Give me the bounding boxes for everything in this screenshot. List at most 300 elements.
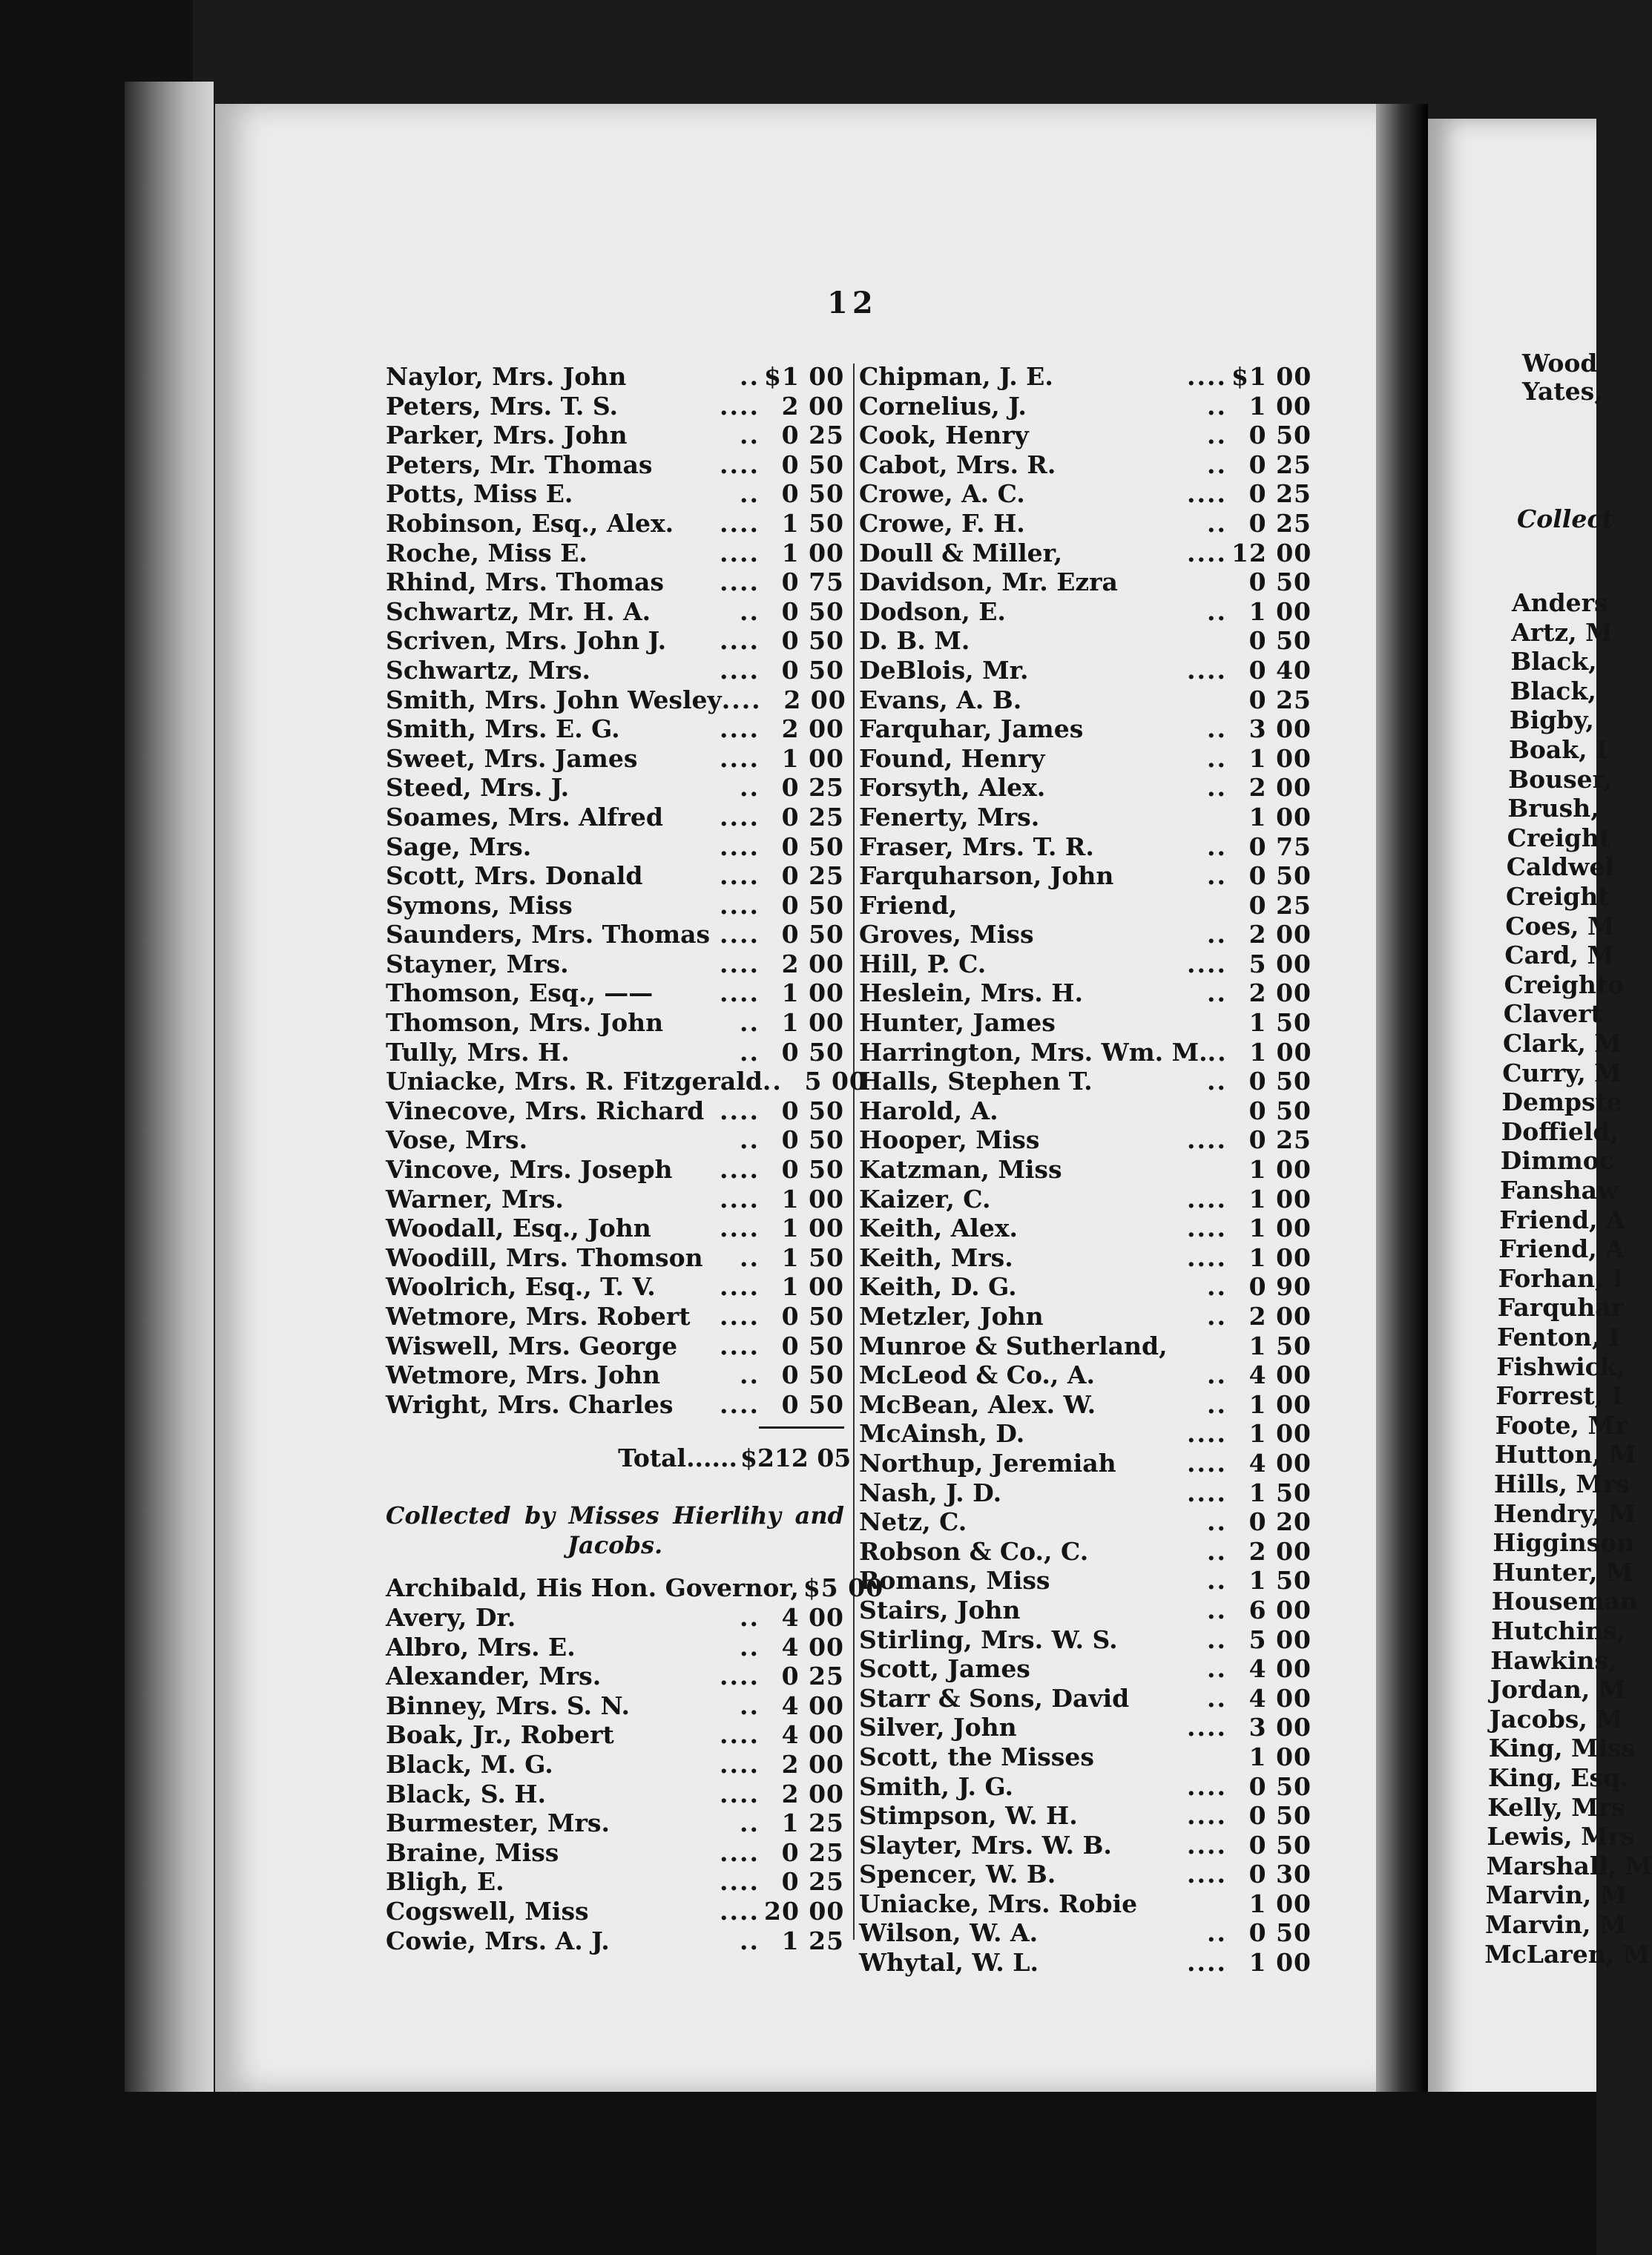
subscriber-name: Scott, James	[859, 1654, 1030, 1684]
subscription-amount: 1 50	[1248, 1566, 1312, 1596]
subscriber-name: Woolrich, Esq., T. V.	[386, 1272, 656, 1302]
heading-word: Hierlihy	[673, 1501, 781, 1530]
subscriber-name: Keith, Mrs.	[859, 1242, 1013, 1272]
right-page-fragment: Creight	[1507, 823, 1611, 852]
subscriber-name: Hunter, James	[859, 1008, 1056, 1038]
dot-leader: ....	[1187, 1713, 1227, 1742]
book-gutter	[1376, 104, 1428, 2121]
subscription-amount: $1 00	[764, 362, 845, 391]
subscription-amount: 1 00	[1248, 1242, 1312, 1272]
dot-leader: ....	[1187, 1419, 1227, 1449]
column-b	[859, 362, 1312, 1978]
subscriber-name: Keith, D. G.	[859, 1272, 1017, 1302]
subscription-amount: 0 75	[1248, 832, 1312, 861]
dot-leader: ....	[720, 1096, 760, 1125]
dot-leader: ....	[1187, 479, 1227, 509]
subscriber-name: Potts, Miss E.	[386, 479, 573, 509]
subscriber-name: Stirling, Mrs. W. S.	[859, 1624, 1118, 1654]
right-fragment-top-2: Yates,	[1522, 377, 1603, 406]
list-item	[386, 362, 844, 392]
subscription-amount: 0 50	[781, 890, 844, 920]
subscription-amount: 4 00	[1248, 1683, 1312, 1713]
subscription-amount: 0 25	[1248, 479, 1312, 509]
subscription-amount: 1 00	[1249, 1037, 1312, 1067]
subscription-amount: 2 00	[1248, 920, 1312, 949]
list-item	[386, 1897, 844, 1926]
subscriber-name: Soames, Mrs. Alfred	[386, 802, 663, 832]
list-item	[859, 1831, 1312, 1860]
list-item	[386, 832, 844, 862]
list-item	[859, 1596, 1312, 1625]
subscriber-name: Halls, Stephen T.	[859, 1067, 1093, 1096]
subscriber-name: Dodson, E.	[859, 596, 1006, 626]
subscriber-name: Roche, Miss E.	[386, 538, 588, 567]
subscriber-name: Wright, Mrs. Charles	[386, 1389, 674, 1419]
list-item	[859, 1331, 1312, 1361]
list-item	[859, 1537, 1312, 1567]
dot-leader: ....	[720, 538, 760, 567]
heading-word: and	[794, 1501, 844, 1530]
list-item	[859, 479, 1312, 509]
subscription-amount: 1 00	[1248, 1948, 1312, 1978]
list-item	[859, 1684, 1312, 1714]
subscription-amount: 1 00	[1248, 1184, 1312, 1214]
dot-leader: ....	[720, 949, 760, 978]
subscriber-name: Burmester, Mrs.	[386, 1808, 610, 1838]
subscription-amount: 0 25	[1248, 685, 1312, 714]
dot-leader: ..	[740, 596, 760, 626]
list-item	[859, 861, 1312, 891]
dot-leader: ..	[740, 1360, 760, 1390]
list-item	[386, 1603, 844, 1633]
list-item	[386, 891, 844, 921]
right-page-fragment: Higginson	[1493, 1528, 1635, 1558]
dot-leader: ....	[720, 1214, 760, 1243]
right-page-fragment: Marshall, M	[1486, 1851, 1652, 1880]
subscription-amount: 0 25	[1248, 890, 1312, 920]
subscription-amount: 20 00	[764, 1896, 845, 1926]
book-spine-edge	[125, 82, 214, 2092]
column-a	[386, 362, 884, 1955]
dot-leader: ....	[1187, 1478, 1227, 1507]
total-label: Total......	[618, 1443, 737, 1472]
subscriber-name: Cabot, Mrs. R.	[859, 450, 1056, 479]
subscriber-name: Chipman, J. E.	[859, 362, 1053, 391]
subscriber-name: Munroe & Sutherland,	[859, 1331, 1168, 1360]
right-page-fragment: Caldwel	[1506, 852, 1614, 882]
dot-leader: ....	[720, 1720, 760, 1750]
subscriber-name: Warner, Mrs.	[386, 1184, 564, 1214]
subscriber-name: Stairs, John	[859, 1595, 1021, 1624]
subscription-amount: 1 50	[1248, 1478, 1312, 1507]
subscriber-name: Wilson, W. A.	[859, 1918, 1039, 1948]
subscriber-name: Harold, A.	[859, 1096, 998, 1125]
subscriber-name: Forsyth, Alex.	[859, 773, 1046, 803]
dot-leader: ..	[740, 1242, 760, 1272]
subscriber-name: Wiswell, Mrs. George	[386, 1331, 678, 1360]
dot-leader: ....	[1187, 538, 1227, 567]
subscription-amount: 0 50	[781, 1389, 844, 1419]
dot-leader: ....	[720, 508, 760, 538]
subscription-amount: 1 00	[1248, 391, 1312, 421]
subscription-amount: 0 50	[781, 1037, 844, 1067]
right-page-fragment: Foote, Mr	[1495, 1410, 1628, 1440]
dot-leader: ..	[1207, 743, 1227, 773]
right-page-fragment: Hunter, M	[1492, 1557, 1633, 1587]
subscription-amount: 2 00	[1248, 1302, 1312, 1331]
list-item	[386, 1302, 844, 1331]
subscriber-name: McBean, Alex. W.	[859, 1389, 1096, 1419]
list-item	[386, 539, 844, 568]
subscription-amount: 0 50	[781, 832, 844, 861]
subscriber-name: Uniacke, Mrs. Robie	[859, 1889, 1138, 1918]
dot-leader: ....	[720, 1184, 760, 1214]
right-page-fragment: Boak, I	[1509, 735, 1607, 764]
subscription-amount: 1 25	[781, 1808, 844, 1838]
right-page-fragment: Forhan, I	[1498, 1263, 1624, 1293]
list-item	[386, 626, 844, 656]
dot-leader: ....	[1187, 1860, 1227, 1889]
dot-leader: ..	[1207, 832, 1227, 861]
subscriber-name: Silver, John	[859, 1713, 1017, 1742]
list-item	[859, 1860, 1312, 1889]
subscription-amount: 0 50	[1248, 861, 1312, 891]
subscriber-name: Wetmore, Mrs. Robert	[386, 1302, 691, 1331]
list-item	[859, 744, 1312, 774]
subscriber-name: Slayter, Mrs. W. B.	[859, 1830, 1112, 1860]
dot-leader: ....	[720, 920, 760, 949]
subscriber-name: Parker, Mrs. John	[386, 421, 628, 450]
subscription-amount: 5 00	[804, 1067, 867, 1096]
right-page-fragment: Hawkins,	[1490, 1645, 1617, 1675]
subscriber-name: Cowie, Mrs. A. J.	[386, 1926, 610, 1955]
subscriber-name: Robson & Co., C.	[859, 1536, 1089, 1566]
list-item	[859, 1038, 1312, 1067]
dot-leader: ..	[1207, 1683, 1227, 1713]
subscriber-name: Woodill, Mrs. Thomson	[386, 1242, 703, 1272]
dot-leader: ....	[720, 890, 760, 920]
right-page-fragment: Bigby,	[1509, 705, 1594, 735]
subscription-amount: 0 25	[781, 1867, 844, 1897]
right-page-fragment: Creighto	[1504, 970, 1625, 999]
right-page-fragment: Fenton, I	[1497, 1323, 1621, 1352]
subscription-amount: 4 00	[1248, 1654, 1312, 1684]
heading-word: by	[524, 1501, 556, 1530]
subscription-amount: 0 50	[1248, 1801, 1312, 1831]
subscription-amount: 1 00	[781, 538, 844, 567]
subscriber-name: Thomson, Mrs. John	[386, 1008, 664, 1038]
right-page-fragment: Creight	[1506, 882, 1610, 911]
subscriber-name: Vose, Mrs.	[386, 1125, 528, 1155]
list-item	[386, 450, 844, 480]
list-item	[859, 1155, 1312, 1185]
subscription-amount: 1 00	[1248, 1889, 1312, 1918]
list-item	[859, 1214, 1312, 1243]
subscription-amount: 0 20	[1248, 1507, 1312, 1537]
subscription-amount: 4 00	[781, 1632, 844, 1662]
page-number: 12	[827, 286, 878, 320]
list-item	[859, 1067, 1312, 1096]
subscriber-name: Peters, Mrs. T. S.	[386, 391, 619, 421]
subscription-amount: $5 00	[803, 1573, 884, 1603]
list-item	[386, 1750, 844, 1780]
right-page-fragment: Kelly, Mrs	[1487, 1792, 1625, 1822]
dot-leader: ....	[720, 978, 760, 1008]
dot-leader: ....	[1187, 1448, 1227, 1478]
dot-leader: ..	[740, 1926, 760, 1955]
list-item	[859, 1948, 1312, 1978]
dot-leader: ....	[1187, 949, 1227, 978]
dot-leader: ....	[720, 1662, 760, 1691]
subscriber-name: Avery, Dr.	[386, 1602, 516, 1632]
right-page-fragment: Hutton, M	[1494, 1440, 1636, 1469]
dot-leader: ....	[720, 1272, 760, 1302]
list-item	[859, 1507, 1312, 1537]
subscriber-name: DeBlois, Mr.	[859, 655, 1029, 685]
list-item	[859, 656, 1312, 685]
subscription-amount: 6 00	[1248, 1595, 1312, 1624]
subscription-amount: 0 50	[1248, 626, 1312, 656]
dot-leader: ....	[1187, 1242, 1227, 1272]
subscription-amount: 0 50	[1248, 1096, 1312, 1125]
subscription-amount: 0 25	[1248, 1125, 1312, 1155]
subscriber-name: Saunders, Mrs. Thomas	[386, 920, 711, 949]
subscriber-name: Nash, J. D.	[859, 1478, 1002, 1507]
subscriber-name: Groves, Miss	[859, 920, 1034, 949]
list-item	[386, 1573, 884, 1603]
subscription-amount: 2 00	[781, 1749, 844, 1779]
subscription-amount: 0 50	[781, 450, 844, 479]
subscription-amount: 0 50	[781, 626, 844, 656]
dot-leader: ..	[740, 1125, 760, 1155]
right-page-fragment: Jacobs, M	[1489, 1704, 1623, 1734]
list-item	[386, 1008, 844, 1038]
subscription-amount: 2 00	[1248, 1536, 1312, 1566]
subscription-amount: 1 00	[1248, 1389, 1312, 1419]
subscription-amount: 4 00	[1248, 1360, 1312, 1390]
list-item	[859, 1008, 1312, 1038]
subscriber-name: Cook, Henry	[859, 421, 1029, 450]
subscriber-list-a	[386, 362, 867, 1419]
dot-leader: ....	[1187, 655, 1227, 685]
subscription-amount: 3 00	[1248, 1713, 1312, 1742]
list-item	[386, 1808, 844, 1838]
subscriber-name: Braine, Miss	[386, 1837, 559, 1867]
subscription-amount: 4 00	[1248, 1448, 1312, 1478]
list-item	[859, 1625, 1312, 1655]
dot-leader: ..	[1207, 1037, 1228, 1067]
subscription-amount: 0 50	[781, 1125, 844, 1155]
right-page-fragment: Dimmoc	[1500, 1146, 1614, 1176]
subscriber-name: Scriven, Mrs. John J.	[386, 626, 667, 656]
subscription-amount: 2 00	[781, 714, 844, 744]
right-page-fragment: Card, M	[1504, 941, 1615, 970]
heading-line-2: Jacobs.	[567, 1531, 663, 1560]
dot-leader: ..	[740, 479, 760, 509]
list-item	[859, 1801, 1312, 1831]
dot-leader: ....	[1187, 1801, 1227, 1831]
subscription-amount: 0 25	[781, 773, 844, 803]
right-page-fragment: Marvin, M	[1485, 1910, 1627, 1939]
dot-leader: ..	[1207, 714, 1227, 744]
list-item	[859, 1272, 1312, 1302]
subscriber-name: Naylor, Mrs. John	[386, 362, 627, 391]
dot-leader: ....	[720, 391, 760, 421]
subscriber-name: Black, M. G.	[386, 1749, 553, 1779]
list-item	[859, 1478, 1312, 1508]
subscription-amount: 0 50	[781, 1096, 844, 1125]
dot-leader: ....	[720, 802, 760, 832]
subscriber-name: Spencer, W. B.	[859, 1860, 1056, 1889]
list-item	[386, 421, 844, 450]
subscriber-name: Schwartz, Mr. H. A.	[386, 596, 651, 626]
dot-leader: ..	[740, 421, 760, 450]
dot-leader: ..	[740, 1037, 760, 1067]
list-item	[859, 1243, 1312, 1273]
subscriber-name: Smith, Mrs. E. G.	[386, 714, 620, 744]
dot-leader: ....	[720, 743, 760, 773]
list-item	[859, 1390, 1312, 1420]
right-page-fragment: Fanshaw	[1500, 1176, 1619, 1205]
total-amount: $212 05	[740, 1443, 852, 1472]
subscription-amount: 2 00	[1248, 773, 1312, 803]
subscriber-name: Uniacke, Mrs. R. Fitzgerald	[386, 1067, 763, 1096]
subscription-amount: 3 00	[1248, 714, 1312, 744]
dot-leader: ..	[1207, 920, 1227, 949]
subscriber-name: Crowe, A. C.	[859, 479, 1025, 509]
subscription-amount: 0 50	[781, 596, 844, 626]
right-page-fragment: Hutchins,	[1491, 1616, 1626, 1645]
subscriber-list-a2	[386, 1573, 884, 1955]
subscription-amount: 5 00	[1248, 1624, 1312, 1654]
dot-leader: ....	[720, 1302, 760, 1331]
list-item	[386, 714, 844, 744]
subscriber-name: Northup, Jeremiah	[859, 1448, 1116, 1478]
dot-leader: ..	[1207, 1389, 1227, 1419]
list-item	[859, 362, 1312, 392]
total-row	[386, 1437, 852, 1478]
subscriber-name: Cornelius, J.	[859, 391, 1027, 421]
subscriber-name: Robinson, Esq., Alex.	[386, 508, 674, 538]
subscriber-name: Netz, C.	[859, 1507, 967, 1537]
list-item	[859, 685, 1312, 715]
right-page-fragment: Brush,	[1507, 794, 1599, 823]
subscription-amount: 2 00	[781, 391, 844, 421]
subscription-amount: 4 00	[781, 1720, 844, 1750]
dot-leader: ....	[720, 450, 760, 479]
list-item	[859, 1889, 1312, 1919]
subscriber-name: Smith, J. G.	[859, 1771, 1014, 1801]
dot-leader: ....	[720, 626, 760, 656]
list-item	[386, 1243, 844, 1273]
list-item	[859, 1918, 1312, 1948]
subscription-amount: 0 50	[781, 479, 844, 509]
dot-leader: ..	[1207, 1067, 1227, 1096]
list-item	[386, 744, 844, 774]
subscription-amount: 4 00	[781, 1691, 844, 1720]
list-item	[386, 1272, 844, 1302]
list-item	[386, 1867, 844, 1897]
right-page-fragment: Curry, M	[1502, 1058, 1622, 1087]
dot-leader: ....	[720, 1389, 760, 1419]
dot-leader: ..	[1207, 1302, 1227, 1331]
subscription-amount: 1 00	[781, 1272, 844, 1302]
right-page-fragment: Friend, A	[1499, 1205, 1625, 1234]
right-page-fragment: Bouser,	[1508, 764, 1613, 794]
subscriber-name: Fraser, Mrs. T. R.	[859, 832, 1094, 861]
subscription-amount: 1 00	[1248, 596, 1312, 626]
dot-leader: ..	[1207, 1360, 1227, 1390]
list-item	[859, 1125, 1312, 1155]
list-item	[859, 1713, 1312, 1742]
dot-leader: ..	[740, 1008, 760, 1038]
right-page-fragment: Black,	[1510, 676, 1596, 705]
list-item	[386, 978, 844, 1008]
subscription-amount: 0 50	[1248, 1830, 1312, 1860]
list-item	[386, 803, 844, 832]
list-item	[386, 1038, 844, 1067]
subscription-amount: 1 00	[1248, 1155, 1312, 1185]
scanner-background-bottom	[0, 2092, 1596, 2255]
total-rule	[386, 1419, 844, 1437]
list-item	[859, 421, 1312, 450]
list-item	[859, 567, 1312, 597]
dot-leader: ....	[720, 567, 760, 597]
subscriber-name: Starr & Sons, David	[859, 1683, 1130, 1713]
dot-leader: ....	[1187, 1125, 1227, 1155]
list-item	[859, 1185, 1312, 1214]
subscription-amount: 0 40	[1248, 655, 1312, 685]
right-page-fragment: Houseman	[1491, 1587, 1638, 1616]
right-page-fragment: Anders	[1512, 588, 1608, 617]
subscriber-name: Boak, Jr., Robert	[386, 1720, 614, 1750]
subscription-amount: 0 90	[1248, 1272, 1312, 1302]
subscriber-name: Metzler, John	[859, 1302, 1044, 1331]
subscription-amount: 1 00	[1248, 1419, 1312, 1449]
subscription-amount: 1 00	[781, 1184, 844, 1214]
subscription-amount: 0 75	[781, 567, 844, 597]
list-item	[386, 1926, 844, 1956]
subscriber-name: Scott, Mrs. Donald	[386, 861, 643, 891]
list-item	[859, 597, 1312, 627]
subscription-amount: 5 00	[1248, 949, 1312, 978]
subscription-amount: 2 00	[781, 1779, 844, 1808]
right-page-fragment: Fishwick,	[1496, 1352, 1626, 1381]
list-item	[859, 539, 1312, 568]
list-item	[386, 920, 844, 949]
right-page-fragment: King, Miss	[1488, 1734, 1636, 1763]
list-item	[859, 1654, 1312, 1684]
subscription-amount: 0 25	[781, 421, 844, 450]
subscription-amount: 0 25	[781, 1837, 844, 1867]
list-item	[386, 1155, 844, 1185]
subscriber-name: Schwartz, Mrs.	[386, 655, 591, 685]
dot-leader: ....	[720, 1779, 760, 1808]
subscriber-name: McLeod & Co., A.	[859, 1360, 1095, 1390]
list-item	[859, 978, 1312, 1008]
subscription-amount: 0 50	[1248, 567, 1312, 597]
subscription-amount: 0 50	[781, 1360, 844, 1390]
list-item	[859, 803, 1312, 832]
list-item	[386, 567, 844, 597]
subscriber-name: Scott, the Misses	[859, 1742, 1094, 1771]
right-page-fragment: Hendry, M	[1493, 1498, 1636, 1528]
list-item	[859, 1419, 1312, 1449]
list-item	[386, 1185, 844, 1214]
subscriber-name: Tully, Mrs. H.	[386, 1037, 570, 1067]
list-item	[859, 509, 1312, 539]
subscription-amount: 1 50	[1248, 1331, 1312, 1360]
